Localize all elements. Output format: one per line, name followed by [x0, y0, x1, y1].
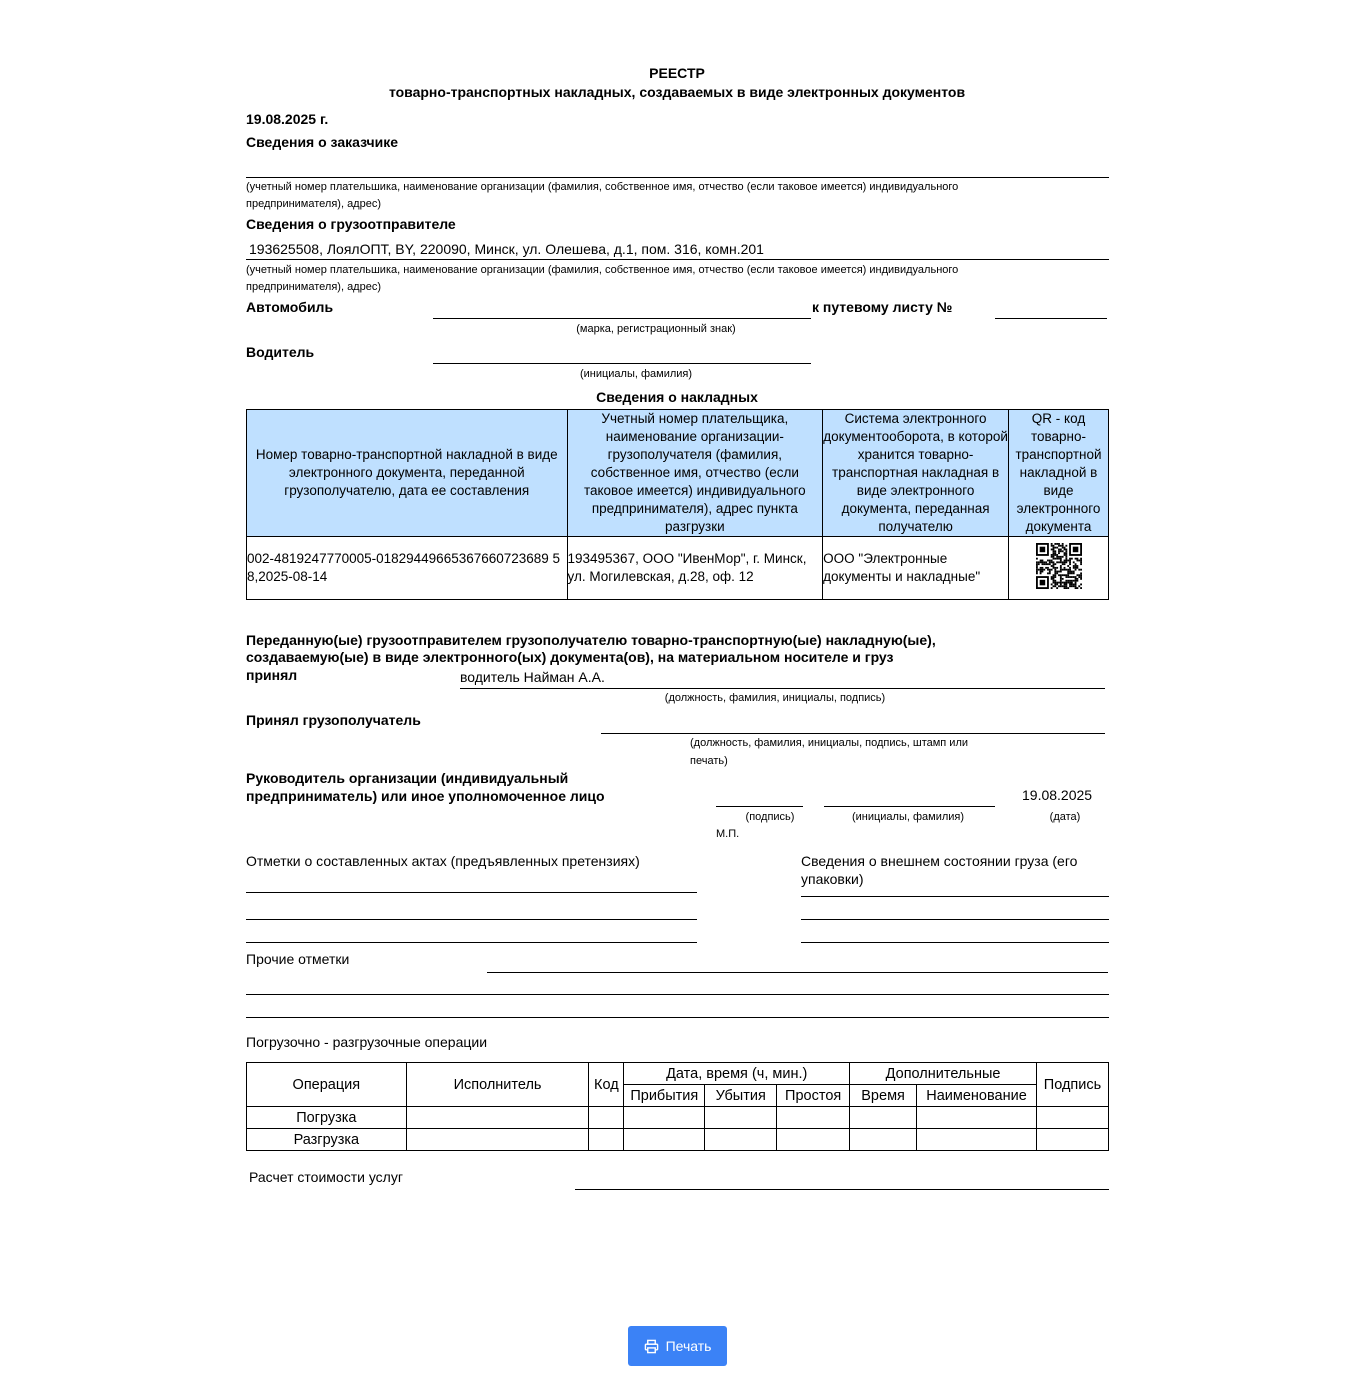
other-line	[487, 972, 1108, 973]
shipper-caption-2: предпринимателя), адрес)	[246, 281, 381, 293]
head-label-2: предприниматель) или иное уполномоченное лицо	[246, 788, 605, 804]
acts-line	[246, 919, 697, 920]
stamp-label: М.П.	[716, 828, 740, 840]
shipper-line	[246, 259, 1109, 260]
qr-code-icon	[1036, 543, 1082, 589]
cost-line	[575, 1189, 1109, 1190]
customer-line	[246, 177, 1109, 178]
sign-caption: (подпись)	[745, 811, 795, 823]
header-extra: Дополнительные	[850, 1063, 1037, 1085]
accepted-text-3: принял	[246, 667, 298, 683]
customer-caption: (учетный номер плательшика, наименование организации (фамилия, собственное имя, отчество (если таковое имеется) индивидуального	[246, 181, 959, 193]
consignee-line	[601, 733, 1105, 734]
vehicle-caption: (марка, регистрационный знак)	[576, 323, 736, 335]
invoices-title: Сведения о накладных	[596, 389, 758, 405]
invoice-number: 002-4819247770005-01829449665367660723689 58,2025-08-14	[247, 537, 568, 600]
accepted-line	[460, 688, 1105, 689]
customer-label: Сведения о заказчике	[246, 134, 399, 150]
printer-icon	[644, 1339, 659, 1354]
cargo-label: Сведения о внешнем состоянии груза (его	[801, 853, 1078, 869]
table-row	[247, 1129, 1109, 1151]
header-executor: Исполнитель	[406, 1063, 589, 1107]
consignee-caption: (должность, фамилия, инициалы, подпись, штамп или	[690, 737, 969, 749]
name-caption: (инициалы, фамилия)	[851, 811, 965, 823]
header-time: Время	[850, 1085, 917, 1107]
cost-label: Расчет стоимости услуг	[249, 1169, 403, 1185]
header-departure: Убытия	[705, 1085, 777, 1107]
operation-unloading: Разгрузка	[247, 1129, 407, 1151]
other-line	[246, 994, 1109, 995]
invoices-header: Система электронного документооборота, в которой хранится товарно-транспортная накладная в виде электронного документа, переданная получателю	[823, 410, 1009, 537]
name-line	[824, 806, 995, 807]
sign-line	[716, 806, 803, 807]
doc-title: РЕЕСТР	[649, 65, 705, 81]
shipper-caption: (учетный номер плательшика, наименование организации (фамилия, собственное имя, отчество (если таковое имеется) индивидуального	[246, 264, 959, 276]
header-operation: Операция	[247, 1063, 407, 1107]
acts-label: Отметки о составленных актах (предъявленных претензиях)	[246, 853, 640, 869]
invoice-consignee: 193495367, ООО "ИвенМор", г. Минск, ул. Могилевская, д.28, оф. 12	[567, 537, 823, 600]
consignee-caption-2: печать)	[690, 755, 728, 767]
doc-subtitle: товарно-транспортных накладных, создаваемых в виде электронных документов	[388, 84, 966, 100]
customer-caption-2: предпринимателя), адрес)	[246, 198, 381, 210]
print-button[interactable]	[628, 1326, 727, 1366]
accepted-value: водитель Найман А.А.	[460, 669, 605, 685]
invoice-system: ООО "Электронные документы и накладные"	[823, 537, 1009, 600]
shipper-value: 193625508, ЛоялОПТ, BY, 220090, Минск, ул. Олешева, д.1, пом. 316, комн.201	[249, 241, 764, 257]
date-caption: (дата)	[1049, 811, 1081, 823]
accepted-text-2: создаваемую(ые) в виде электронного(ых) документа(ов), на материальном носителе и груз	[246, 649, 894, 665]
accepted-text: Переданную(ые) грузоотправителем грузополучателю товарно-транспортную(ые) накладную(ые),	[246, 632, 936, 648]
driver-caption: (инициалы, фамилия)	[579, 368, 693, 380]
head-label: Руководитель организации (индивидуальный	[246, 770, 569, 786]
cargo-label-2: упаковки)	[801, 871, 864, 887]
vehicle-label: Автомобиль	[246, 299, 334, 315]
operation-loading: Погрузка	[247, 1107, 407, 1129]
header-datetime: Дата, время (ч, мин.)	[624, 1063, 850, 1085]
driver-line	[433, 363, 811, 364]
consignee-label: Принял грузополучатель	[246, 712, 421, 728]
table-row	[247, 1107, 1109, 1129]
waybill-label: к путевому листу №	[812, 299, 953, 315]
invoices-header: Номер товарно-транспортной накладной в виде электронного документа, переданной грузополучателю, дата ее составления	[247, 410, 568, 537]
header-idle: Простоя	[777, 1085, 850, 1107]
vehicle-line	[433, 318, 811, 319]
header-code: Код	[589, 1063, 624, 1107]
cargo-line	[801, 896, 1109, 897]
other-line	[246, 1017, 1109, 1018]
header-name: Наименование	[917, 1085, 1037, 1107]
shipper-label: Сведения о грузоотправителе	[246, 216, 456, 232]
print-label: Печать	[665, 1338, 712, 1354]
invoices-table	[246, 409, 1109, 600]
operations-table	[246, 1062, 1109, 1151]
invoices-header: Учетный номер плательщика, наименование организации-грузополучателя (фамилия, собственное имя, отчество (если таковое имеется) индивидуального предпринимателя), адрес пункта разгрузки	[567, 410, 823, 537]
header-sign: Подпись	[1036, 1063, 1108, 1107]
waybill-line	[995, 318, 1107, 319]
doc-date: 19.08.2025 г.	[246, 111, 329, 127]
acts-line	[246, 892, 697, 893]
header-arrival: Прибытия	[624, 1085, 705, 1107]
driver-label: Водитель	[246, 344, 315, 360]
other-marks-label: Прочие отметки	[246, 951, 350, 967]
accepted-caption: (должность, фамилия, инициалы, подпись)	[664, 692, 886, 704]
invoices-header: QR - код товарно-транспортной накладной в виде электронного документа	[1009, 410, 1109, 537]
ops-title: Погрузочно - разгрузочные операции	[246, 1034, 488, 1050]
cargo-line	[801, 919, 1109, 920]
acts-line	[246, 942, 697, 943]
table-row	[247, 537, 1109, 600]
cargo-line	[801, 942, 1109, 943]
head-date: 19.08.2025	[1022, 787, 1093, 803]
